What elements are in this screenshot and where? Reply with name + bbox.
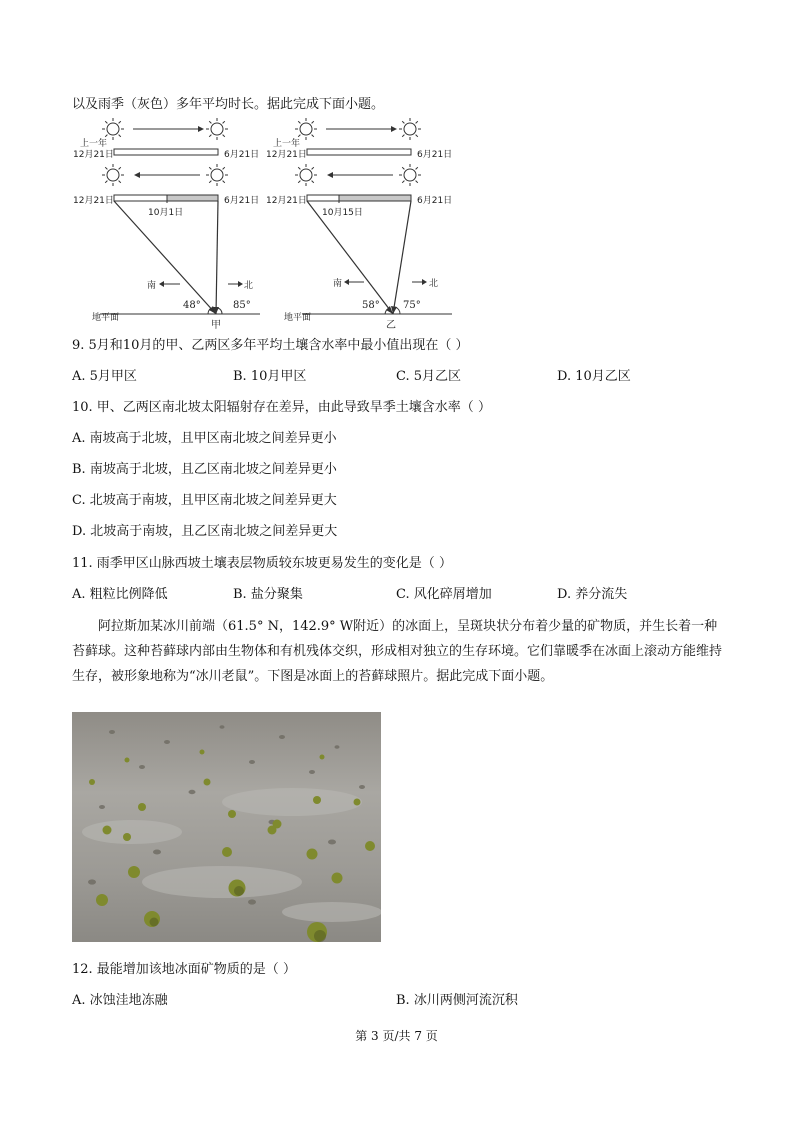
question-12-stem: 12. 最能增加该地冰面矿物质的是（ ）	[72, 962, 296, 977]
question-10-option-c[interactable]: C. 北坡高于南坡，且甲区南北坡之间差异更大	[72, 493, 337, 508]
arrow-left-icon	[327, 172, 393, 178]
sun-icon	[206, 164, 228, 186]
question-10-option-b[interactable]: B. 南坡高于北坡，且乙区南北坡之间差异更小	[72, 462, 337, 477]
question-12-option-b[interactable]: B. 冰川两侧河流沉积	[396, 993, 518, 1008]
sun-icon	[399, 118, 421, 140]
dec21-top-label: 12月21日	[266, 150, 307, 160]
sun-icon	[102, 164, 124, 186]
rainy-season-segment	[339, 195, 411, 201]
page-footer: 第 3 页/共 7 页	[355, 1029, 438, 1043]
dec21-top-label: 12月21日	[73, 150, 114, 160]
question-10-option-a[interactable]: A. 南坡高于北坡，且甲区南北坡之间差异更小	[72, 431, 337, 446]
arrow-right-icon	[133, 126, 204, 132]
question-10-option-d[interactable]: D. 北坡高于南坡，且乙区南北坡之间差异更大	[72, 524, 338, 539]
question-11-option-d[interactable]: D. 养分流失	[557, 587, 628, 602]
question-9-option-a[interactable]: A. 5月甲区	[72, 369, 137, 384]
north-label: 北	[429, 279, 439, 289]
prev-year-label: 上一年	[273, 139, 301, 149]
question-11-option-a[interactable]: A. 粗粒比例降低	[72, 587, 168, 602]
dec21-bottom-label: 12月21日	[266, 196, 307, 206]
question-10-stem: 10. 甲、乙两区南北坡太阳辐射存在差异，由此导致旱季土壤含水率（ ）	[72, 400, 491, 415]
jun21-top-label: 6月21日	[417, 150, 453, 160]
site-label: 乙	[386, 320, 396, 331]
dec21-bottom-label: 12月21日	[73, 196, 114, 206]
arrow-left-icon	[134, 172, 200, 178]
sun-ray-north	[393, 201, 411, 314]
jun21-bottom-label: 6月21日	[224, 196, 260, 206]
sun-icon	[399, 164, 421, 186]
reading-passage: 阿拉斯加某冰川前端（61.5° N，142.9° W附近）的冰面上，呈斑块状分布着少量的矿物质，并生长着一种苔藓球。这种苔藓球内部由生物体和有机残体交织，形成相对独立的生存环境。它们靠暖季在冰面上滚动方能维持生存，被形象地称为“冰川老鼠”。下图是冰面上的苔藓球照片。据此完成下面小题。	[72, 619, 723, 684]
ground-label: 地平面	[92, 313, 120, 323]
angle-left-label: 48°	[183, 300, 201, 311]
date-mid-label: 10月1日	[148, 208, 184, 218]
question-9-option-c[interactable]: C. 5月乙区	[396, 369, 462, 384]
timeline-bar-top	[114, 149, 218, 155]
north-arrow-icon	[412, 279, 427, 285]
question-9-option-d[interactable]: D. 10月乙区	[557, 369, 631, 384]
sun-ray-north	[216, 201, 218, 314]
jun21-bottom-label: 6月21日	[417, 196, 453, 206]
south-arrow-icon	[344, 279, 364, 285]
timeline-bar-top	[307, 149, 411, 155]
south-arrow-icon	[159, 281, 180, 287]
question-9-option-b[interactable]: B. 10月甲区	[233, 369, 307, 384]
intro-line: 以及雨季（灰色）多年平均时长。据此完成下面小题。	[72, 97, 385, 112]
question-11-option-c[interactable]: C. 风化碎屑增加	[396, 587, 492, 602]
moss-ball-photo	[72, 712, 381, 942]
angle-right-label: 85°	[233, 300, 251, 311]
site-label: 甲	[211, 320, 221, 331]
question-11-option-b[interactable]: B. 盐分聚集	[233, 587, 303, 602]
sun-icon	[295, 164, 317, 186]
south-label: 南	[147, 281, 157, 291]
arrow-right-icon	[326, 126, 397, 132]
north-arrow-icon	[228, 281, 243, 287]
angle-left-label: 58°	[362, 300, 380, 311]
prev-year-label: 上一年	[80, 139, 108, 149]
date-mid-label: 10月15日	[322, 208, 363, 218]
jun21-top-label: 6月21日	[224, 150, 260, 160]
question-9-stem: 9. 5月和10月的甲、乙两区多年平均土壤含水率中最小值出现在（ ）	[72, 338, 469, 353]
sun-icon	[206, 118, 228, 140]
angle-right-label: 75°	[403, 300, 421, 311]
rainy-season-segment	[167, 195, 218, 201]
question-11-stem: 11. 雨季甲区山脉西坡土壤表层物质较东坡更易发生的变化是（ ）	[72, 556, 452, 571]
north-label: 北	[244, 281, 254, 291]
question-12-option-a[interactable]: A. 冰蚀洼地冻融	[72, 993, 168, 1008]
south-label: 南	[333, 279, 343, 289]
ground-label: 地平面	[284, 313, 312, 323]
